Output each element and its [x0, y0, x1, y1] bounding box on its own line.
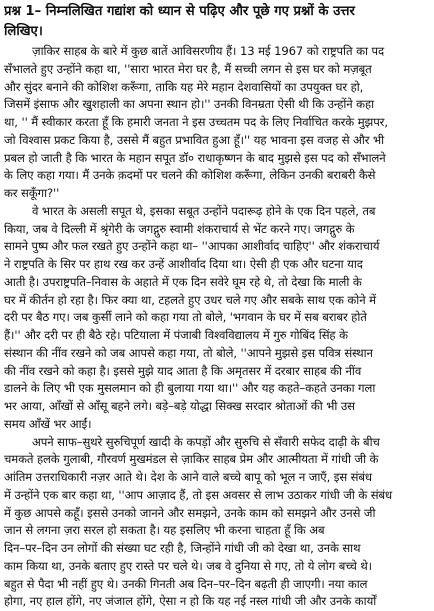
passage-line: होगा, नए हाल होंगे, नए जंजाल होंगे, ऐसा न हो कि यह नई नस्ल गांधी जी और उनके कार्यों	[4, 594, 377, 609]
passage-line: घर में कीर्तन हो रहा है। फिर क्या था, टहलते हुए उधर चले गए और सबके साथ एक कोने में	[4, 292, 376, 307]
passage-line: अपने साफ–सुथरे सुरुचिपूर्ण खादी के कपड़ों और सुरुचि से सँवारी सफेद दाढ़ी के बीच	[32, 434, 380, 449]
passage-line: आंतिम उत्तराधिकारी नज़र आते थे। देश के आने वाले बच्चे बापू को भूल न जाएँ, इस संबंध	[4, 470, 372, 484]
passage-line: ने राष्ट्रपति के सिर पर हाथ रख कर उन्हें आशीर्वाद दिया था। ऐसी ही एक और घटना याद	[4, 257, 363, 271]
passage-line: भर आया, आँखों से आँसू बहने लगे। बड़े–बड़े योद्धा सिक्ख सरदार श्रोताओं की भी उस	[4, 399, 355, 413]
passage-line: में कुछ आपसे कहूँ। इससे उनको जानने और समझने, उनके काम को समझने और उनसे जी	[4, 505, 376, 520]
passage-line: आती है। उपराष्ट्रपति–निवास के अहाते में एक दिन सवेरे घूम रहे थे, तो देखा कि माली के	[4, 274, 362, 289]
passage-line: के लिए कहा गया। मैं उनके क़दमों पर चलने की कोशिश करूँगा, लेकिन उनकी बराबरी कैसे	[4, 168, 376, 183]
passage-line: हैं।'' और दरी पर ही बैठे रहे। पटियाला में पंजाबी विश्वविद्यालय में गुरु गोबिंद सिंह के	[4, 328, 348, 342]
passage-line: जो विश्वास प्रकट किया है, उससे मैं बहुत प्रभावित हुआ हूँ।'' यह भावना इस वजह से और भी	[4, 132, 385, 147]
passage-text	[4, 43, 430, 611]
passage-line: दिन–पर–दिन उन लोगों की संख्या घट रही है, जिन्होंने गांधी जी को देखा था, उनके साथ	[4, 541, 361, 555]
passage-line: सामने पुष्प और फल रखते हुए उन्होंने कहा था– ''आपका आशीर्वाद चाहिए'' और शंकराचार्य	[4, 239, 380, 254]
passage-line: वे भारत के असली सपूत थे, इसका सबूत उन्होंने पदारूढ़ होने के एक दिन पहले, तब	[32, 203, 376, 218]
passage-line: प्रबल हो जाती है कि भारत के महान सपूत डॉ० राधाकृष्णन के बाद मुझसे इस पद को सँभालने	[4, 150, 386, 165]
passage-line: सँभालते हुए उन्होंने कहा था, ''सारा भारत मेरा घर है, मैं सच्ची लगन से इस घर को मज़बूत	[4, 61, 372, 76]
passage-line: चमकते हलके गुलाबी, गौरवर्ण मुखमंडल से ज़ाकिर साहब प्रेम और आत्मीयता में गांधी जी के	[4, 452, 379, 467]
question-line-2: लिखिए।	[4, 24, 43, 39]
passage-line: समय आँखें भर आईं।	[4, 416, 92, 431]
passage-line: किया, जब वे दिल्ली में श्रृंगेरी के जगद्गुरु स्वामी शंकराचार्य से भेंट करने गए। जगद्गुरु के	[4, 221, 355, 236]
passage-line: की नींव रखने को कहा है। इससे मुझे याद आता है कि अमृतसर में दरबार साहब की नींव	[4, 363, 362, 378]
passage-line: दरी पर बैठ गए। जब कुर्सी लाने को कहा गया तो बोले, 'भगवान के घर में सब बराबर होते	[4, 310, 367, 325]
passage-line: था, '' मैं स्वीकार करता हूँ कि हमारी जनता ने इस उच्चतम पद के लिए निर्वाचित करके मुझपर,	[4, 115, 388, 129]
passage-line: जिसमें इंसाफ और खुशहाली का अपना स्थान हो।'' उनकी विनम्रता ऐसी थी कि उन्होंने कहा	[4, 97, 375, 112]
passage-line: जान से लगना ज़रा सरल हो सकता है। यह इसलिए भी करना चाहता हूँ कि अब	[4, 523, 325, 538]
passage-line: में उन्होंने एक बार कहा था, ''आप आज़ाद हैं, तो इस अवसर से लाभ उठाकर गांधी जी के संबंध	[4, 487, 393, 502]
passage-line: और सुंदर बनाने की कोशिश करूँगा, ताकि यह मेरे महान देशवासियों का उपयुक्त घर हो,	[4, 79, 364, 94]
passage-line: काम किया था, उनके बताए हुए रास्ते पर चले थे। जब वे दुनिया से गए, तो ये लोग बच्चे थे।	[4, 558, 372, 573]
passage-line: बहुत से पैदा भी नहीं हुए थे। उनकी गिनती अब दिन–पर–दिन बढ़ती ही जाएगी। नया काल	[4, 576, 368, 591]
passage-line: डालने के लिए भी एक मुसलमान को ही बुलाया गया था।'' और यह कहते–कहते उनका गला	[4, 381, 376, 396]
passage-line: संस्थान की नींव रखने को जब आपसे कहा गया, तो बोले, ''आपने मुझसे इस पवित्र संस्थान	[4, 345, 373, 360]
passage-line: कर सकूँगा?''	[4, 186, 60, 200]
question-line-1: प्रश्न 1– निम्नलिखित गद्यांश को ध्यान से पढ़िए और पूछे गए प्रश्नों के उत्तर	[4, 4, 355, 19]
question-heading	[4, 2, 430, 42]
passage-line: ज़ाकिर साहब के बारे में कुछ बातें आविसरणीय हैं। 13 मई 1967 को राष्ट्रपति का पद	[32, 44, 385, 58]
